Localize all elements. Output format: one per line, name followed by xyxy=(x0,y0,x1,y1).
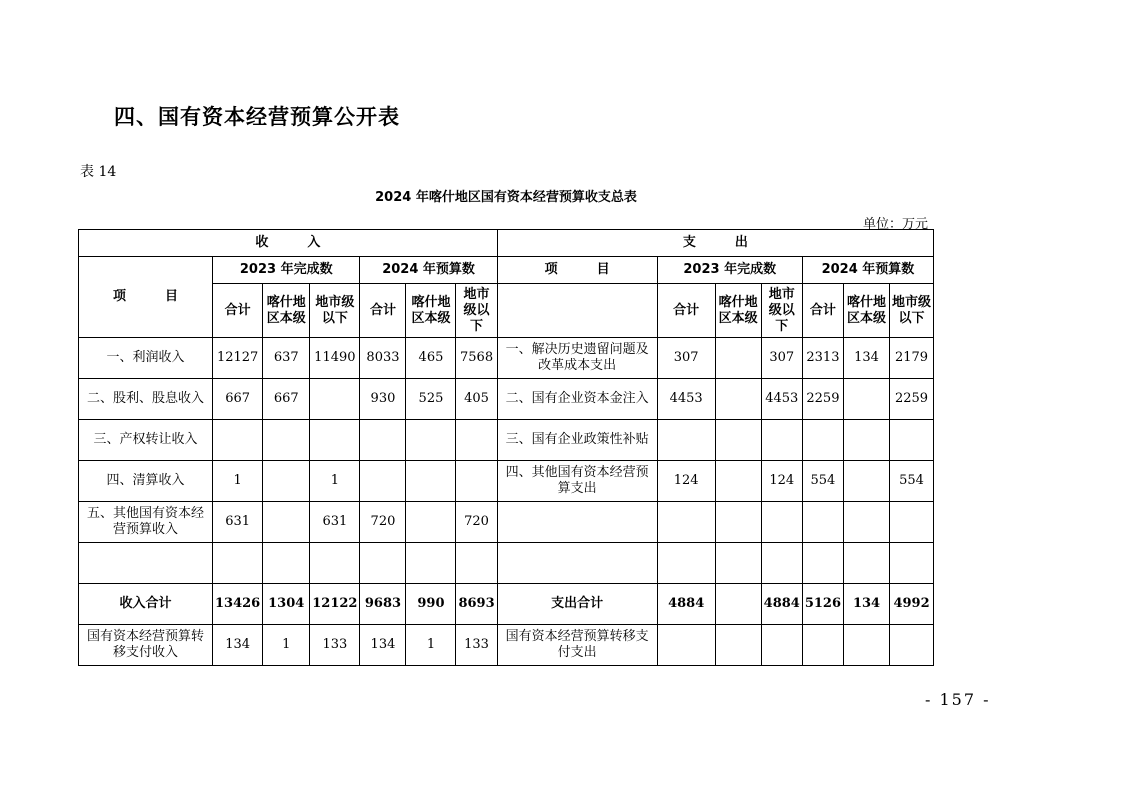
value-cell: 8033 xyxy=(360,338,406,379)
value-cell: 1 xyxy=(406,625,456,666)
value-cell xyxy=(715,379,761,420)
expense-2024-header: 2024 年预算数 xyxy=(802,257,933,284)
value-cell xyxy=(844,543,890,584)
table-caption: 2024 年喀什地区国有资本经营预算收支总表 xyxy=(375,190,637,205)
value-cell xyxy=(406,461,456,502)
value-cell xyxy=(263,420,310,461)
value-cell xyxy=(802,502,843,543)
table-row xyxy=(79,461,934,502)
value-cell xyxy=(456,543,497,584)
total-value: 5126 xyxy=(802,584,843,625)
value-cell xyxy=(310,379,360,420)
expense-header: 支 出 xyxy=(497,230,933,257)
col-kashgar: 喀什地区本级 xyxy=(715,284,761,338)
value-cell xyxy=(406,502,456,543)
header-row-2 xyxy=(79,257,934,284)
value-cell: 124 xyxy=(761,461,802,502)
col-city: 地市级以下 xyxy=(890,284,934,338)
value-cell xyxy=(761,420,802,461)
value-cell xyxy=(657,543,715,584)
transfer-row xyxy=(79,625,934,666)
value-cell xyxy=(802,543,843,584)
col-total: 合计 xyxy=(360,284,406,338)
value-cell: 930 xyxy=(360,379,406,420)
value-cell: 12127 xyxy=(213,338,263,379)
value-cell: 405 xyxy=(456,379,497,420)
value-cell: 1 xyxy=(263,625,310,666)
value-cell xyxy=(890,420,934,461)
col-kashgar: 喀什地区本级 xyxy=(406,284,456,338)
total-value: 134 xyxy=(844,584,890,625)
expense-item xyxy=(497,502,657,543)
income-2023-header: 2023 年完成数 xyxy=(213,257,360,284)
income-item: 三、产权转让收入 xyxy=(79,420,213,461)
table-row xyxy=(79,420,934,461)
value-cell: 667 xyxy=(263,379,310,420)
value-cell xyxy=(715,338,761,379)
col-city: 地市级以下 xyxy=(761,284,802,338)
value-cell: 133 xyxy=(456,625,497,666)
value-cell xyxy=(715,461,761,502)
value-cell xyxy=(360,461,406,502)
value-cell xyxy=(310,420,360,461)
income-item: 二、股利、股息收入 xyxy=(79,379,213,420)
table-row xyxy=(79,502,934,543)
value-cell xyxy=(715,502,761,543)
expense-total-label: 支出合计 xyxy=(497,584,657,625)
transfer-income-label: 国有资本经营预算转移支付收入 xyxy=(79,625,213,666)
col-city: 地市级以下 xyxy=(310,284,360,338)
value-cell: 554 xyxy=(802,461,843,502)
value-cell: 1 xyxy=(213,461,263,502)
unit-label: 单位：万元 xyxy=(862,217,928,232)
value-cell xyxy=(761,543,802,584)
col-total: 合计 xyxy=(213,284,263,338)
value-cell: 7568 xyxy=(456,338,497,379)
table-row xyxy=(79,338,934,379)
expense-item: 四、其他国有资本经营预算支出 xyxy=(497,461,657,502)
col-total: 合计 xyxy=(657,284,715,338)
value-cell: 124 xyxy=(657,461,715,502)
value-cell xyxy=(263,543,310,584)
value-cell xyxy=(406,420,456,461)
value-cell: 631 xyxy=(310,502,360,543)
value-cell xyxy=(802,420,843,461)
value-cell xyxy=(456,420,497,461)
value-cell xyxy=(360,420,406,461)
value-cell xyxy=(890,502,934,543)
totals-row xyxy=(79,584,934,625)
value-cell xyxy=(715,420,761,461)
expense-item-header: 项 目 xyxy=(497,257,657,284)
value-cell xyxy=(844,625,890,666)
total-value: 990 xyxy=(406,584,456,625)
value-cell xyxy=(406,543,456,584)
expense-item: 一、解决历史遗留问题及改革成本支出 xyxy=(497,338,657,379)
value-cell xyxy=(360,543,406,584)
blank-cell xyxy=(497,284,657,338)
value-cell xyxy=(456,461,497,502)
income-header: 收 入 xyxy=(79,230,498,257)
income-2024-header: 2024 年预算数 xyxy=(360,257,497,284)
total-value: 9683 xyxy=(360,584,406,625)
value-cell: 465 xyxy=(406,338,456,379)
value-cell xyxy=(213,543,263,584)
value-cell xyxy=(715,625,761,666)
value-cell xyxy=(844,461,890,502)
value-cell xyxy=(263,461,310,502)
value-cell: 667 xyxy=(213,379,263,420)
value-cell xyxy=(715,543,761,584)
value-cell: 133 xyxy=(310,625,360,666)
value-cell: 720 xyxy=(456,502,497,543)
value-cell: 134 xyxy=(844,338,890,379)
value-cell: 631 xyxy=(213,502,263,543)
value-cell xyxy=(802,625,843,666)
total-value xyxy=(715,584,761,625)
value-cell: 1 xyxy=(310,461,360,502)
value-cell: 554 xyxy=(890,461,934,502)
value-cell xyxy=(657,502,715,543)
value-cell: 2259 xyxy=(802,379,843,420)
income-item: 四、清算收入 xyxy=(79,461,213,502)
income-total-label: 收入合计 xyxy=(79,584,213,625)
income-item: 五、其他国有资本经营预算收入 xyxy=(79,502,213,543)
col-total: 合计 xyxy=(802,284,843,338)
total-value: 1304 xyxy=(263,584,310,625)
expense-item: 三、国有企业政策性补贴 xyxy=(497,420,657,461)
col-city: 地市级以下 xyxy=(456,284,497,338)
value-cell: 525 xyxy=(406,379,456,420)
value-cell xyxy=(310,543,360,584)
value-cell: 307 xyxy=(761,338,802,379)
total-value: 8693 xyxy=(456,584,497,625)
value-cell: 2313 xyxy=(802,338,843,379)
transfer-expense-label: 国有资本经营预算转移支付支出 xyxy=(497,625,657,666)
total-value: 12122 xyxy=(310,584,360,625)
total-value: 4992 xyxy=(890,584,934,625)
total-value: 4884 xyxy=(657,584,715,625)
total-value: 13426 xyxy=(213,584,263,625)
col-kashgar: 喀什地区本级 xyxy=(263,284,310,338)
income-item xyxy=(79,543,213,584)
table-number: 表 14 xyxy=(80,164,117,180)
table-row xyxy=(79,379,934,420)
value-cell xyxy=(263,502,310,543)
value-cell: 134 xyxy=(213,625,263,666)
value-cell xyxy=(890,625,934,666)
value-cell: 4453 xyxy=(657,379,715,420)
expense-item xyxy=(497,543,657,584)
header-row-1 xyxy=(79,230,934,257)
value-cell: 637 xyxy=(263,338,310,379)
budget-table xyxy=(78,229,934,666)
value-cell xyxy=(761,502,802,543)
page-number: - 157 - xyxy=(925,690,991,709)
value-cell: 2179 xyxy=(890,338,934,379)
table-row xyxy=(79,543,934,584)
value-cell: 307 xyxy=(657,338,715,379)
expense-item: 二、国有企业资本金注入 xyxy=(497,379,657,420)
value-cell xyxy=(657,420,715,461)
income-item-header: 项 目 xyxy=(79,257,213,338)
value-cell xyxy=(761,625,802,666)
value-cell: 11490 xyxy=(310,338,360,379)
value-cell: 4453 xyxy=(761,379,802,420)
value-cell xyxy=(844,420,890,461)
total-value: 4884 xyxy=(761,584,802,625)
value-cell xyxy=(844,379,890,420)
value-cell xyxy=(213,420,263,461)
income-item: 一、利润收入 xyxy=(79,338,213,379)
value-cell xyxy=(657,625,715,666)
value-cell: 2259 xyxy=(890,379,934,420)
section-heading: 四、国有资本经营预算公开表 xyxy=(114,105,400,129)
value-cell: 720 xyxy=(360,502,406,543)
value-cell: 134 xyxy=(360,625,406,666)
value-cell xyxy=(844,502,890,543)
value-cell xyxy=(890,543,934,584)
col-kashgar: 喀什地区本级 xyxy=(844,284,890,338)
expense-2023-header: 2023 年完成数 xyxy=(657,257,802,284)
